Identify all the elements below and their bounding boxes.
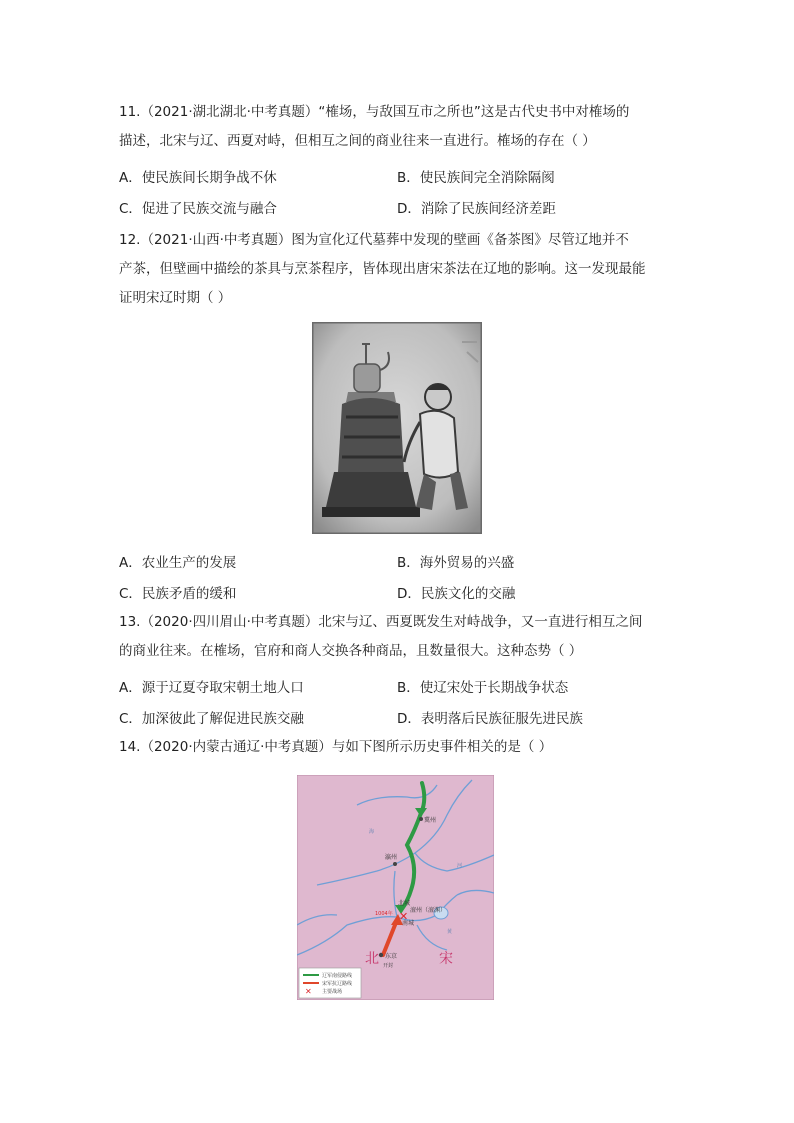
history-map — [297, 775, 494, 1000]
map-label-kaifeng: 开封 — [383, 963, 394, 969]
question-stem-line: 描述，北宋与辽、西夏对峙，但相互之间的商业往来一直进行。榷场的存在（ ） — [119, 133, 596, 149]
question-stem-line: 12.（2021·山西·中考真题）图为宣化辽代墓葬中发现的壁画《备茶图》尽管辽地并不 — [119, 232, 629, 248]
option-c[interactable]: C．促进了民族交流与融合 — [119, 201, 277, 217]
option-b[interactable]: B．海外贸易的兴盛 — [397, 555, 515, 571]
map-label-nancheng: 南城 — [402, 920, 415, 927]
options-row — [119, 166, 679, 186]
question-11 — [119, 98, 679, 156]
map-label-river: 海 — [369, 829, 375, 835]
map-label-year: 1004年 — [375, 911, 393, 917]
options-row — [119, 582, 679, 602]
options-row — [119, 197, 679, 217]
map-label-chanzhou: 澶州（澶渊） — [410, 907, 447, 914]
option-a[interactable]: A．农业生产的发展 — [119, 555, 237, 571]
option-a[interactable]: A．使民族间长期争战不休 — [119, 170, 277, 186]
question-13 — [119, 608, 679, 666]
svg-text:✕: ✕ — [305, 987, 312, 996]
map-label-jizhou: 冀州 — [424, 817, 437, 824]
map-label-yingzhou: 瀛州 — [385, 854, 398, 861]
question-stem-line: 13.（2020·四川眉山·中考真题）北宋与辽、西夏既发生对峙战争，又一直进行相互之间 — [119, 614, 643, 630]
map-label-beicheng: 北城 — [398, 900, 411, 907]
question-stem-line: 14.（2020·内蒙古通辽·中考真题）与如下图所示历史事件相关的是（ ） — [119, 739, 553, 755]
map-background — [297, 775, 494, 1000]
legend-liao: 辽军南侵路线 — [322, 973, 353, 979]
option-b[interactable]: B．使辽宋处于长期战争状态 — [397, 680, 569, 696]
option-d[interactable]: D．民族文化的交融 — [397, 586, 516, 602]
options-row — [119, 707, 679, 727]
options-row — [119, 676, 679, 696]
question-stem-line: 11.（2021·湖北湖北·中考真题）“榷场，与敌国互市之所也”这是古代史书中对榷场的 — [119, 104, 630, 120]
option-a[interactable]: A．源于辽夏夺取宋朝土地人口 — [119, 680, 304, 696]
legend-song: 宋军抗辽路线 — [322, 981, 353, 987]
map-label-river: 河 — [457, 863, 463, 869]
legend-battle: 主要战场 — [322, 989, 343, 995]
option-d[interactable]: D．表明落后民族征服先进民族 — [397, 711, 583, 727]
map-label-river: 黄 — [447, 929, 453, 935]
question-stem-line: 的商业往来。在榷场，官府和商人交换各种商品，且数量很大。这种态势（ ） — [119, 643, 583, 659]
map-region-song: 宋 — [439, 951, 453, 967]
options-row — [119, 551, 679, 571]
option-c[interactable]: C．民族矛盾的缓和 — [119, 586, 237, 602]
option-c[interactable]: C．加深彼此了解促进民族交融 — [119, 711, 304, 727]
battle-marker: ✕ — [399, 910, 409, 923]
map-legend — [299, 968, 361, 998]
question-14 — [119, 733, 679, 762]
option-d[interactable]: D．消除了民族间经济差距 — [397, 201, 556, 217]
mural-image — [312, 322, 482, 534]
map-region-bei: 北 — [365, 951, 379, 967]
option-b[interactable]: B．使民族间完全消除隔阂 — [397, 170, 555, 186]
question-stem-line: 产茶，但壁画中描绘的茶具与烹茶程序，皆体现出唐宋茶法在辽地的影响。这一发现最能 — [119, 261, 646, 277]
question-12 — [119, 226, 679, 313]
map-label-dongjing: 东京 — [385, 953, 398, 960]
question-stem-line: 证明宋辽时期（ ） — [119, 290, 232, 306]
